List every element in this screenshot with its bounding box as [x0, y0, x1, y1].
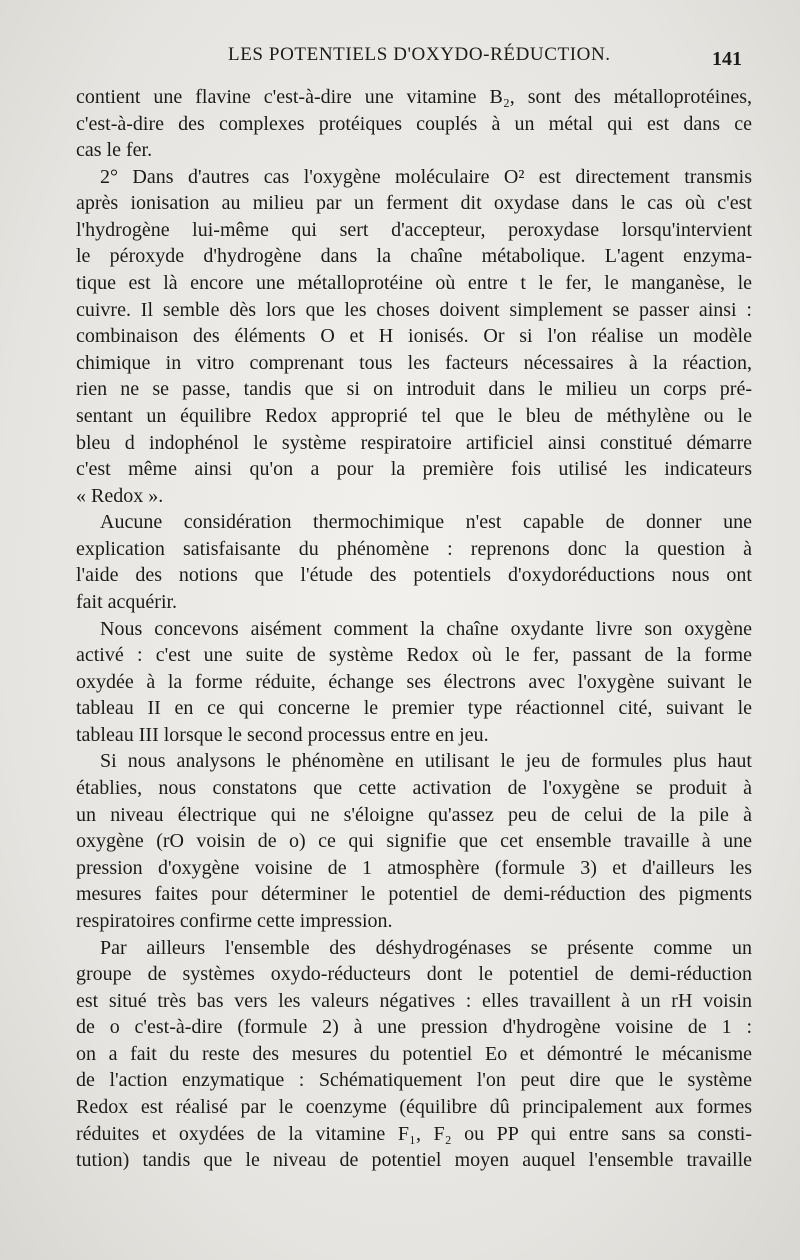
- text-line: fait acquérir.: [76, 590, 178, 613]
- text-line: mesures faites pour déterminer le potentiel de demi-réduction des pigments: [76, 883, 752, 906]
- text-line: « Redox ».: [76, 484, 164, 507]
- text-line: établies, nous constatons que cette activation de l'oxygène se produit à: [76, 777, 752, 800]
- text-line: explication satisfaisante du phénomène : reprenons donc la question à: [76, 537, 752, 560]
- text-line: réduites et oxydées de la vitamine F₁, F₂ ou PP qui entre sans sa consti-: [76, 1122, 752, 1145]
- text-line: combinaison des éléments O et H ionisés. Or si l'on réalise un modèle: [76, 325, 752, 348]
- text-line: contient une flavine c'est-à-dire une vitamine B₂, sont des métalloprotéines,: [76, 86, 752, 108]
- text-line: tableau II en ce qui concerne le premier type réactionnel cité, suivant le: [76, 697, 752, 720]
- text-line: l'hydrogène lui-même qui sert d'accepteur, peroxydase lorsqu'intervient: [76, 218, 752, 241]
- text-line: 2° Dans d'autres cas l'oxygène moléculaire O² est directement transmis: [100, 165, 752, 188]
- text-line: oxydée à la forme réduite, échange ses électrons avec l'oxygène suivant le: [76, 670, 752, 693]
- text-line: l'aide des notions que l'étude des potentiels d'oxydoréductions nous ont: [76, 564, 752, 587]
- text-line: cuivre. Il semble dès lors que les choses doivent simplement se passer ainsi :: [76, 298, 752, 321]
- text-line: rien ne se passe, tandis que si on introduit dans le milieu un corps pré-: [76, 378, 752, 401]
- text-line: tique est là encore une métalloprotéine où entre t le fer, le manganèse, le: [76, 272, 752, 295]
- text-line: on a fait du reste des mesures du potentiel Eo et démontré le mécanisme: [76, 1042, 752, 1065]
- running-title: LES POTENTIELS D'OXYDO-RÉDUCTION.: [228, 44, 611, 65]
- text-line: est situé très bas vers les valeurs négatives : elles travaillent à un rH voisin: [76, 989, 752, 1012]
- text-line: activé : c'est une suite de système Redox où le fer, passant de la forme: [76, 644, 752, 667]
- text-line: Aucune considération thermochimique n'est capable de donner une: [100, 511, 752, 534]
- text-line: le péroxyde d'hydrogène dans la chaîne métabolique. L'agent enzyma-: [76, 245, 752, 268]
- text-line: c'est-à-dire des complexes protéiques couplés à un métal qui est dans ce: [76, 112, 752, 135]
- text-line: pression d'oxygène voisine de 1 atmosphère (formule 3) et d'ailleurs les: [76, 856, 752, 879]
- text-line: bleu d indophénol le système respiratoire artificiel ainsi constitué démarre: [76, 431, 752, 454]
- text-line: cas le fer.: [76, 139, 153, 162]
- text-line: respiratoires confirme cette impression.: [76, 909, 393, 932]
- text-line: tution) tandis que le niveau de potentiel moyen auquel l'ensemble travaille: [76, 1149, 752, 1172]
- text-line: Si nous analysons le phénomène en utilisant le jeu de formules plus haut: [100, 750, 752, 773]
- text-line: Par ailleurs l'ensemble des déshydrogénases se présente comme un: [100, 936, 752, 959]
- page-number: 141: [712, 48, 742, 70]
- text-line: c'est même ainsi qu'on a pour la première fois utilisé les indicateurs: [76, 458, 752, 481]
- text-line: Nous concevons aisément comment la chaîne oxydante livre son oxygène: [100, 617, 752, 640]
- text-line: oxygène (rO voisin de o) ce qui signifie que cet ensemble travaille à une: [76, 830, 752, 853]
- text-line: de o c'est-à-dire (formule 2) à une pression d'hydrogène voisine de 1 :: [76, 1016, 752, 1039]
- text-line: tableau III lorsque le second processus entre en jeu.: [76, 723, 489, 746]
- text-line: de l'action enzymatique : Schématiquement l'on peut dire que le système: [76, 1069, 752, 1092]
- text-line: sentant un équilibre Redox approprié tel que le bleu de méthylène ou le: [76, 404, 752, 427]
- text-line: Redox est réalisé par le coenzyme (équilibre dû principalement aux formes: [76, 1095, 752, 1118]
- text-line: après ionisation au milieu par un ferment dit oxydase dans le cas où c'est: [76, 192, 752, 215]
- running-head: [0, 44, 800, 74]
- body-text: [76, 84, 752, 1174]
- text-line: un niveau électrique qui ne s'éloigne qu'assez peu de celui de la pile à: [76, 803, 752, 826]
- text-line: groupe de systèmes oxydo-réducteurs dont le potentiel de demi-réduction: [76, 963, 752, 986]
- text-line: chimique in vitro comprenant tous les facteurs nécessaires à la réaction,: [76, 351, 752, 374]
